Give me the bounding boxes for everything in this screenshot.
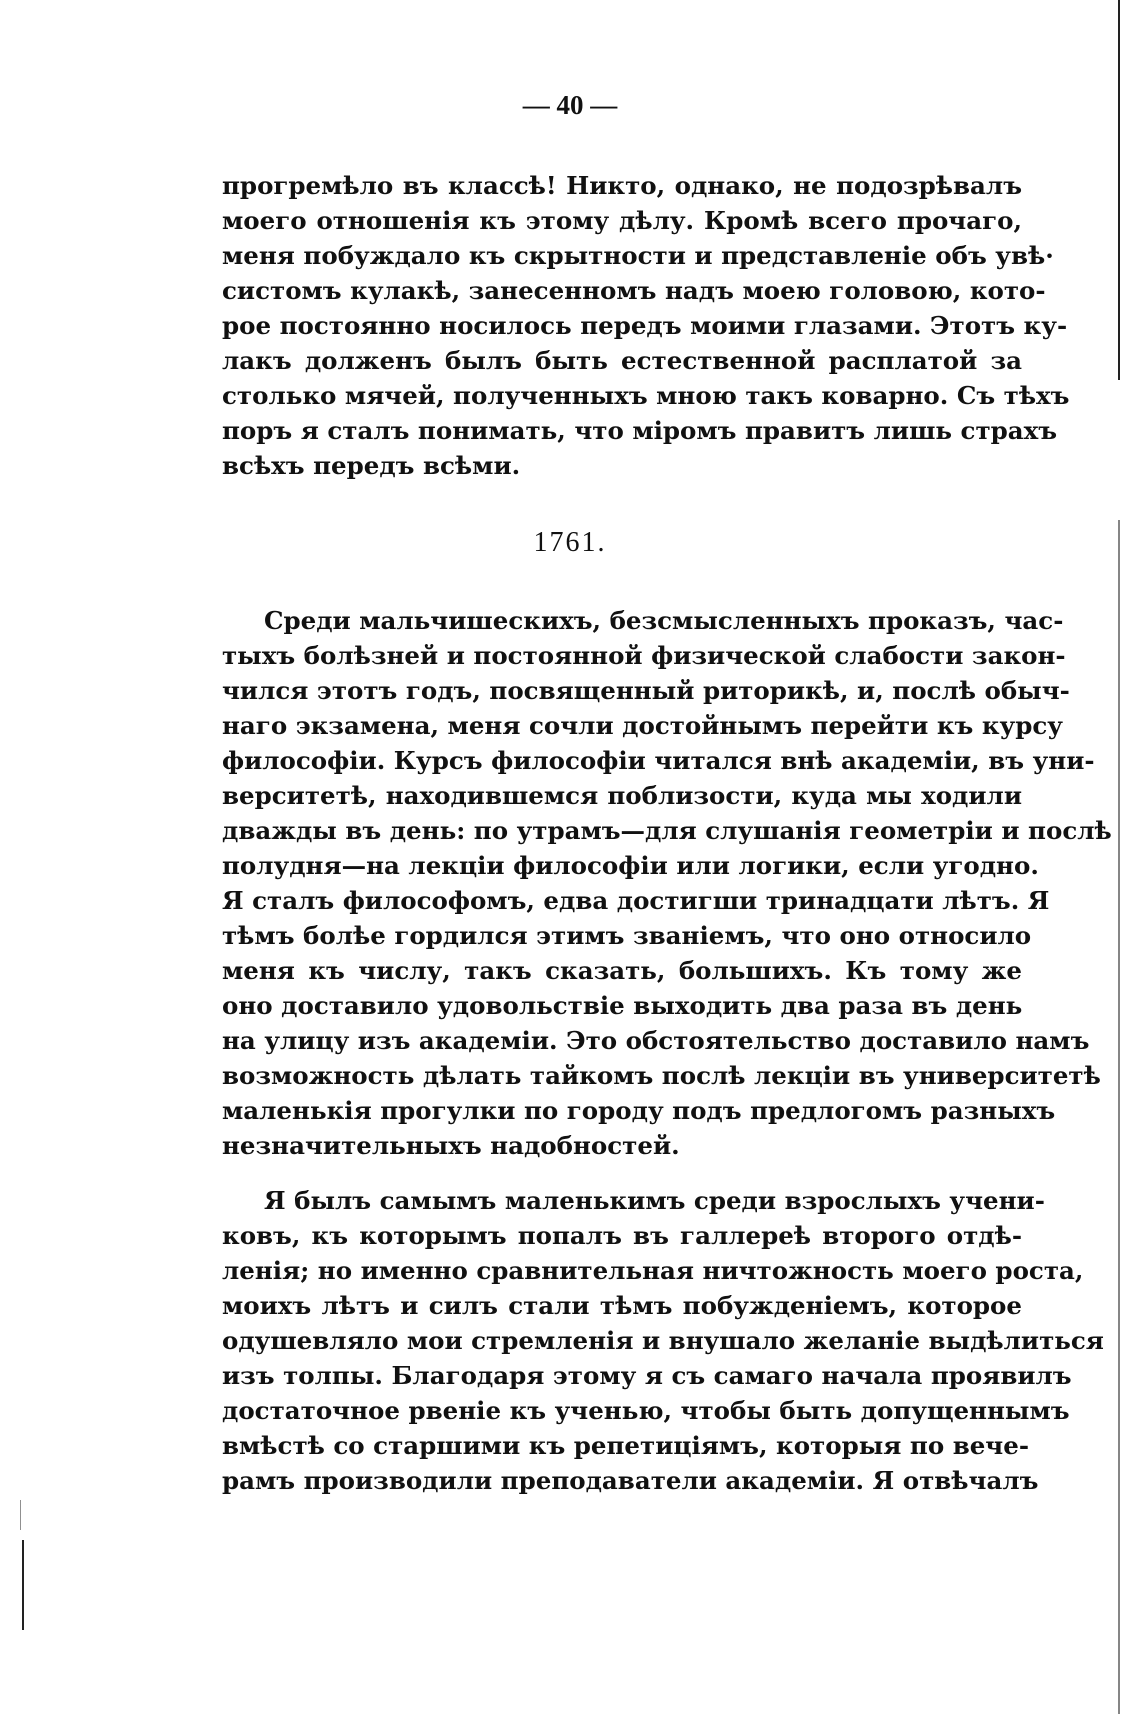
- text-line: моего отношенія къ этому дѣлу. Кромѣ всего прочаго,: [222, 206, 1022, 235]
- text-line: оно доставило удовольствіе выходить два раза въ день: [222, 991, 1023, 1020]
- text-line: одушевляло мои стремленія и внушало желаніе выдѣлиться: [222, 1326, 1104, 1355]
- text-line: прогремѣло въ классѣ! Никто, однако, не подозрѣвалъ: [222, 171, 1022, 200]
- text-line: поръ я сталъ понимать, что міромъ правитъ лишь страхъ: [222, 416, 1058, 445]
- text-line: лакъ долженъ былъ быть естественной расплатой за: [222, 346, 1022, 375]
- text-line: рамъ производили преподаватели академіи. Я отвѣчалъ: [222, 1466, 1039, 1495]
- text-line: Я сталъ философомъ, едва достигши тринадцати лѣтъ. Я: [222, 886, 1050, 915]
- text-line: тѣмъ болѣе гордился этимъ званіемъ, что оно относило: [222, 921, 1032, 950]
- text-line: на улицу изъ академіи. Это обстоятельство доставило намъ: [222, 1026, 1090, 1055]
- text-line: всѣхъ передъ всѣми.: [222, 451, 521, 480]
- text-line: систомъ кулакѣ, занесенномъ надъ моею головою, кото-: [222, 276, 1046, 305]
- text-line: меня къ числу, такъ сказать, большихъ. Къ тому же: [222, 956, 1022, 985]
- text-line: возможность дѣлать тайкомъ послѣ лекціи въ университетѣ: [222, 1061, 1101, 1090]
- paragraph-next: [222, 1183, 1104, 1498]
- text-line: рое постоянно носилось передъ моими глазами. Этотъ ку-: [222, 311, 1068, 340]
- scan-edge-line: [20, 1500, 21, 1530]
- page-number: — 40 —: [522, 90, 618, 120]
- text-line: тыхъ болѣзней и постоянной физической слабости закон-: [222, 641, 1066, 670]
- text-line: вмѣстѣ со старшими къ репетиціямъ, которыя по вече-: [222, 1431, 1029, 1460]
- text-line: Я былъ самымъ маленькимъ среди взрослыхъ учени-: [264, 1186, 1045, 1215]
- text-line: дважды въ день: по утрамъ—для слушанія геометріи и послѣ: [222, 816, 1112, 845]
- scan-edge-line: [1118, 520, 1120, 1714]
- text-line: Среди мальчишескихъ, безсмысленныхъ проказъ, час-: [264, 606, 1064, 635]
- text-line: ленія; но именно сравнительная ничтожность моего роста,: [222, 1256, 1084, 1285]
- text-line: философіи. Курсъ философіи читался внѣ академіи, въ уни-: [222, 746, 1095, 775]
- text-line: незначительныхъ надобностей.: [222, 1131, 680, 1160]
- text-line: меня побуждало къ скрытности и представленіе объ увѣ·: [222, 241, 1054, 270]
- section-year-heading: 1761.: [533, 527, 607, 558]
- text-line: изъ толпы. Благодаря этому я съ самаго начала проявилъ: [222, 1361, 1072, 1390]
- text-line: верситетѣ, находившемся поблизости, куда мы ходили: [222, 781, 1022, 810]
- paragraph-1761: [222, 603, 1112, 1163]
- scan-edge-line: [22, 1540, 24, 1630]
- scan-edge-line: [1118, 0, 1120, 380]
- text-line: маленькія прогулки по городу подъ предлогомъ разныхъ: [222, 1096, 1056, 1125]
- paragraph-continued: [222, 168, 1070, 483]
- text-line: ковъ, къ которымъ попалъ въ галлереѣ второго отдѣ-: [222, 1221, 1022, 1250]
- text-line: столько мячей, полученныхъ мною такъ коварно. Съ тѣхъ: [222, 381, 1070, 410]
- text-line: чился этотъ годъ, посвященный риторикѣ, и, послѣ обыч-: [222, 676, 1070, 705]
- text-line: полудня—на лекціи философіи или логики, если угодно.: [222, 851, 1039, 880]
- text-line: достаточное рвеніе къ ученью, чтобы быть допущеннымъ: [222, 1396, 1070, 1425]
- text-line: наго экзамена, меня сочли достойнымъ перейти къ курсу: [222, 711, 1063, 740]
- text-line: моихъ лѣтъ и силъ стали тѣмъ побужденіемъ, которое: [222, 1291, 1022, 1320]
